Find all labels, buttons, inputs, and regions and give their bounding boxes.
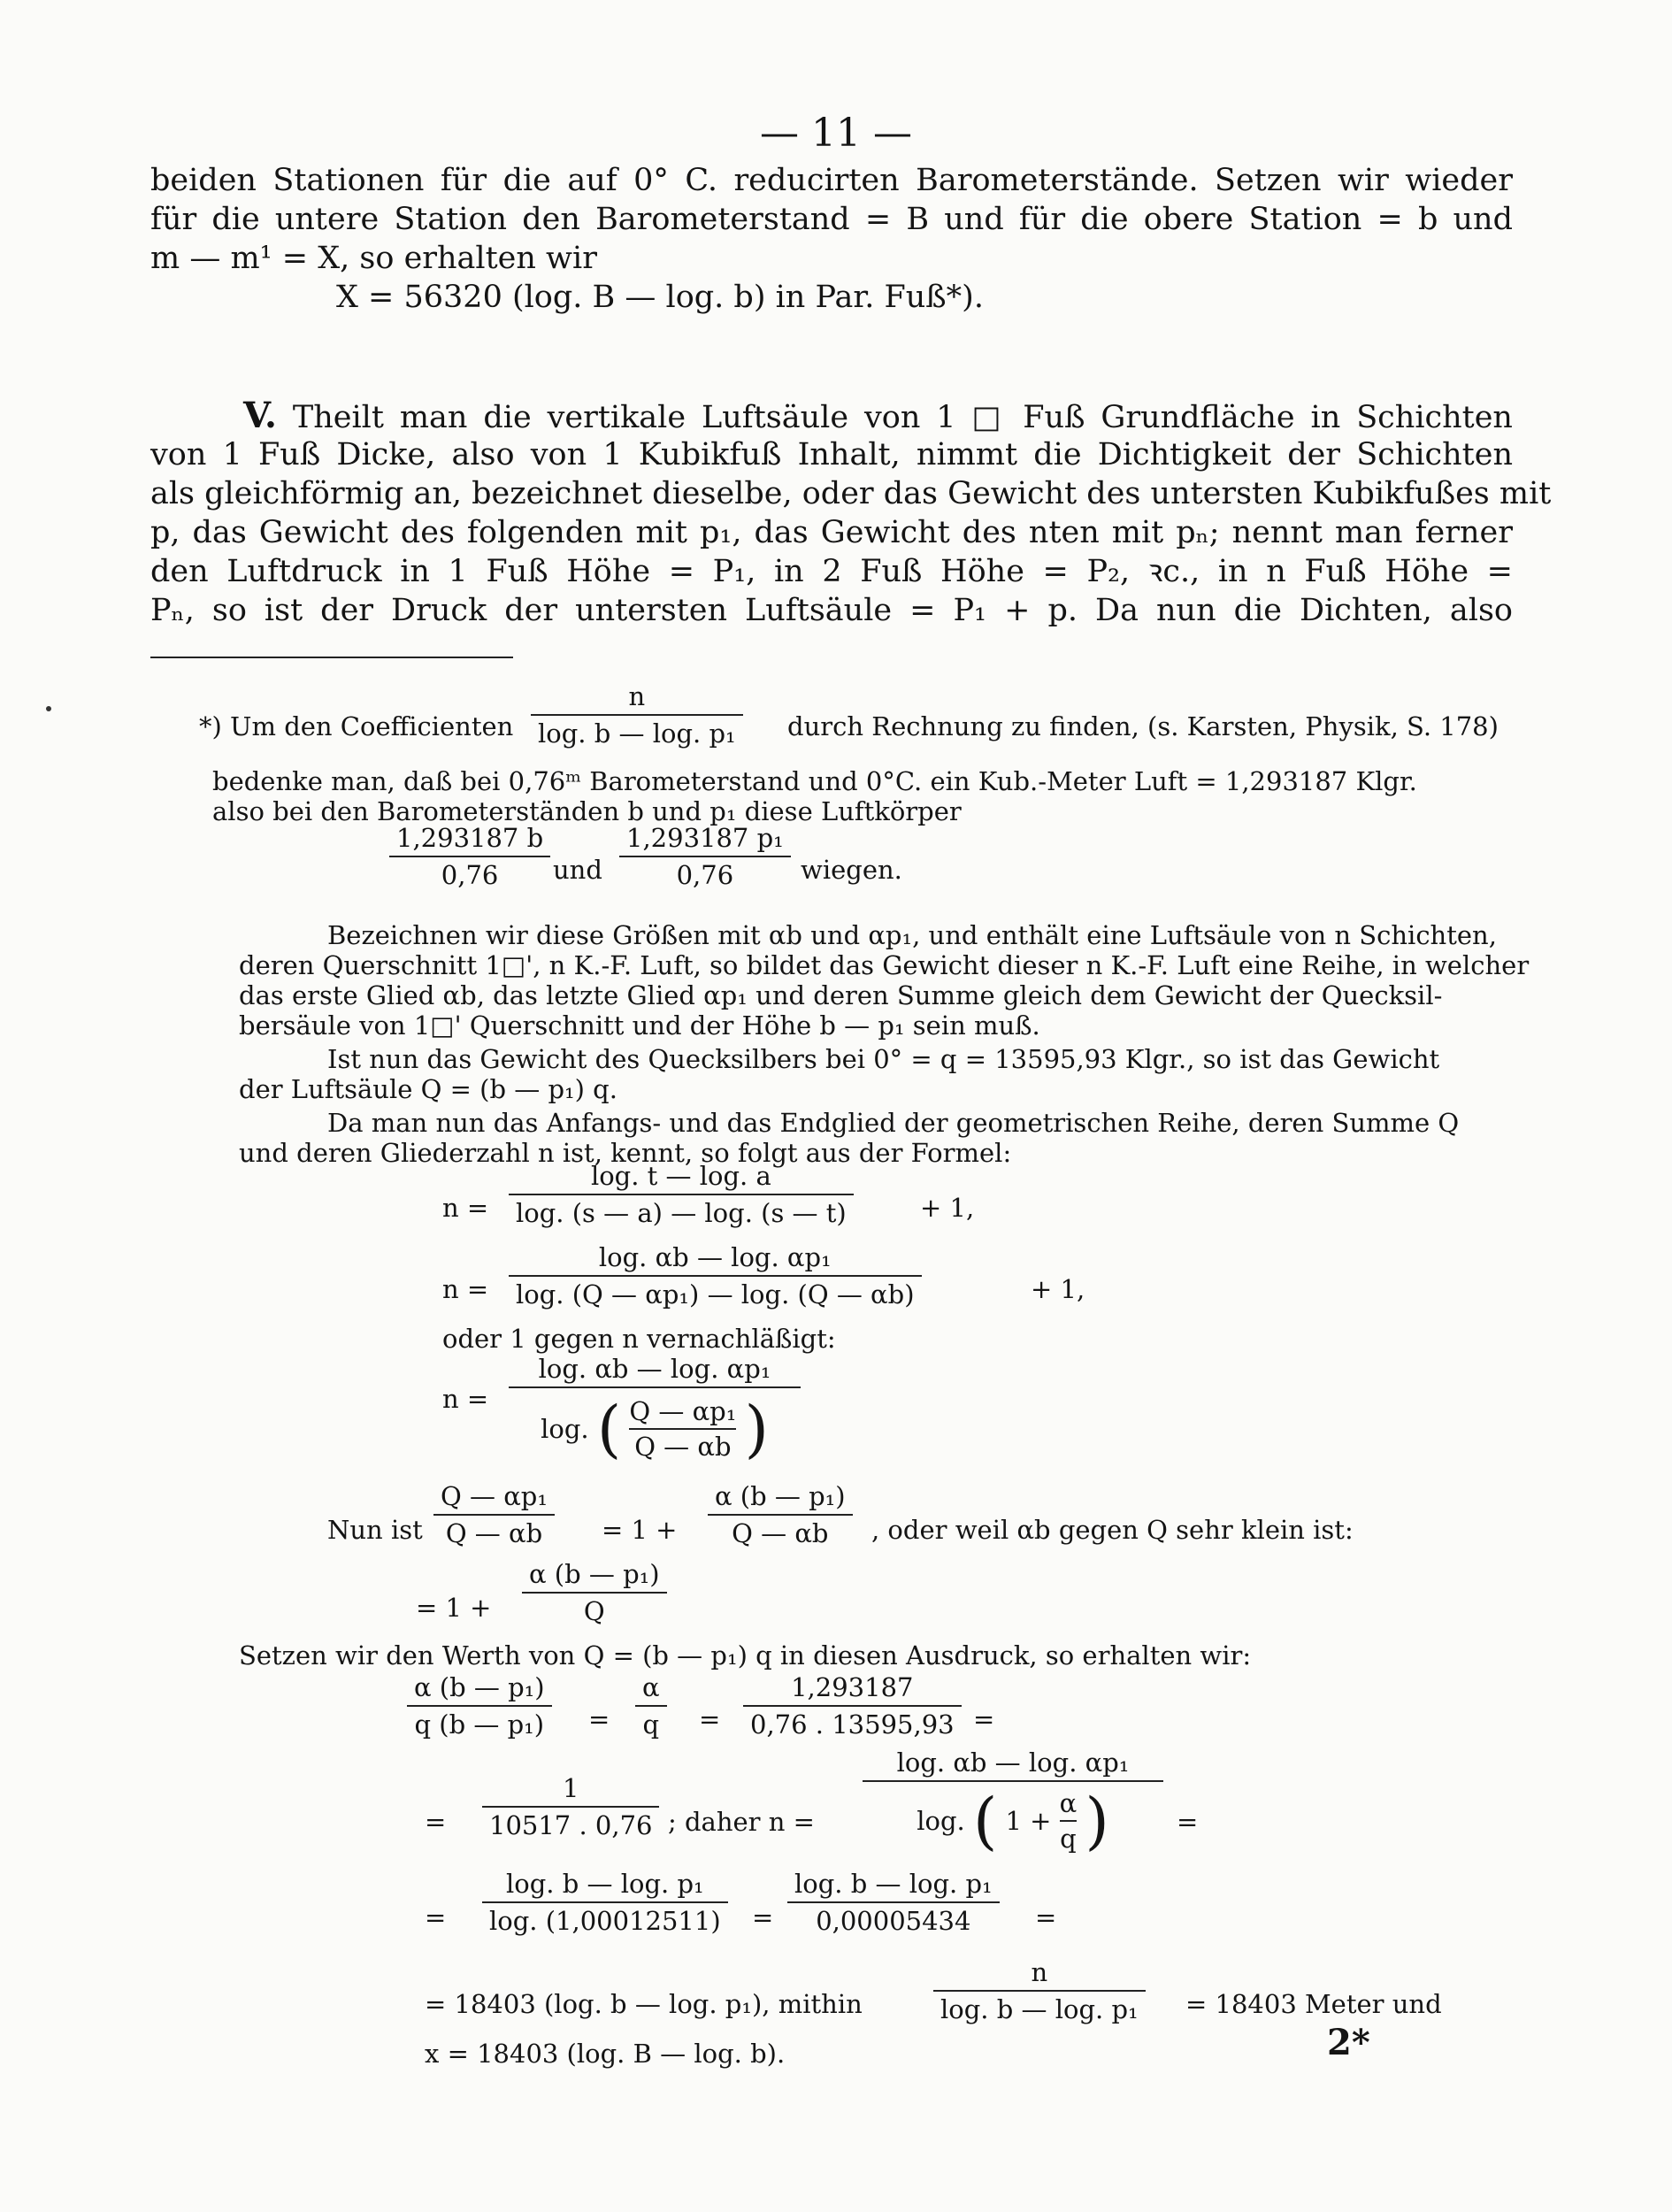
text-line: beiden Stationen für die auf 0° C. reducirten Barometerstände. Setzen wir wieder [150,163,1513,198]
denominator: log. b — log. p₁ [940,1994,1139,2024]
numerator: log. b — log. p₁ [794,1869,993,1899]
footnote-text: und deren Gliederzahl n ist, kennt, so folgt aus der Formel: [239,1138,1012,1168]
fraction-bar [509,1386,801,1388]
fraction-bar [635,1705,667,1707]
numerator: log. b — log. p₁ [505,1869,704,1899]
footnote-text: *) Um den Coefficienten [199,711,514,741]
denominator: log. b — log. p₁ [538,718,736,749]
equation-text: = [588,1704,610,1734]
text-line: m — m¹ = X, so erhalten wir [150,241,597,276]
footnote-text: Setzen wir den Werth von Q = (b — p₁) q in diesen Ausdruck, so erhalten wir: [239,1640,1252,1671]
signature-mark: 2* [1327,2022,1370,2063]
text-line: Pₙ, so ist der Druck der untersten Luftsäule = P₁ + p. Da nun die Dichten, also [150,593,1513,628]
footnote-text: oder 1 gegen n vernachläßigt: [442,1324,836,1354]
numerator: 1,293187 b [396,823,544,853]
fraction-bar [743,1705,962,1707]
equation-text: n = [442,1274,489,1304]
numerator: α [1059,1788,1078,1818]
ink-speck [46,706,51,711]
text-line: für die untere Station den Barometerstand = B und für die obere Station = b und [150,202,1513,237]
equation-text: n = [442,1193,489,1223]
denominator: 0,76 [441,860,499,890]
fraction-alpha [407,1672,552,1740]
footnote-text: das erste Glied αb, das letzte Glied αp₁ und deren Summe gleich dem Gewicht der Quecksil- [239,980,1443,1010]
fraction-bar [708,1514,853,1516]
text-line [243,396,1513,437]
equation-text: = 1 + [416,1593,492,1623]
equation-text: = 18403 (log. b — log. p₁), mithin [425,1989,863,2019]
numerator: α (b — p₁) [414,1672,545,1702]
footnote-text: Ist nun das Gewicht des Quecksilbers bei 0° = q = 13595,93 Klgr., so ist das Gewicht [327,1044,1440,1074]
equation-text: = [699,1704,721,1734]
fraction-bar [531,714,743,716]
footnote-text: also bei den Barometerständen b und p₁ diese Luftkörper [212,796,962,826]
text-span: Theilt man die vertikale Luftsäule von 1 □ Fuß Grundfläche in Schichten [292,400,1513,435]
fraction-weight-p [619,823,791,890]
footnote-text: der Luftsäule Q = (b — p₁) q. [239,1074,617,1104]
paren-right: ) [744,1393,769,1465]
denominator: 10517 . 0,76 [489,1810,653,1840]
paren-left: ( [972,1785,998,1857]
footnote-text: bedenke man, daß bei 0,76ᵐ Barometerstand und 0°C. ein Kub.-Meter Luft = 1,293187 Klgr. [212,766,1417,796]
fraction-value [743,1672,962,1740]
page-number: — 11 — [760,111,912,156]
denominator: Q — αb [445,1518,543,1548]
fraction-bar [482,1901,728,1903]
equation-text: ; daher n = [668,1807,815,1837]
equation-text: n = [442,1384,489,1414]
equation-text: = [425,1902,447,1932]
denominator: Q — αb [634,1432,732,1462]
numerator: 1,293187 [791,1672,914,1702]
log-label: log. [541,1414,589,1444]
fraction-bar [863,1780,1163,1782]
numerator: α [642,1672,660,1702]
fraction-bar [933,1990,1146,1992]
equation-text: x = 18403 (log. B — log. b). [425,2039,786,2069]
formula-line: X = 56320 (log. B — log. b) in Par. Fuß*). [336,280,984,315]
numerator: α (b — p₁) [529,1559,660,1589]
equation-text: = [973,1704,995,1734]
paren-right: ) [1085,1785,1109,1857]
equation-text: = [1035,1902,1057,1932]
numerator: n [628,681,646,711]
equation-text: Nun ist [327,1515,423,1545]
numerator: α (b — p₁) [715,1481,846,1511]
fraction-bar [787,1901,1000,1903]
numerator: log. αb — log. αp₁ [598,1242,832,1272]
fraction-coefficient [531,681,743,749]
equation-text: = [1177,1807,1199,1837]
denominator: Q [583,1596,605,1626]
fraction-bar [619,856,791,857]
fraction-general [509,1161,854,1228]
equation-text: + 1, [1031,1274,1085,1304]
footnote-text: durch Rechnung zu finden, (s. Karsten, Physik, S. 178) [787,711,1499,741]
denominator [863,1785,1163,1857]
fraction-bar [509,1194,854,1195]
denominator: 0,00005434 [816,1906,971,1936]
footnote-text: bersäule von 1□' Querschnitt und der Höhe b — p₁ sein muß. [239,1010,1040,1041]
fraction-value [482,1773,659,1840]
inner-fraction [1060,1788,1078,1854]
fraction-bar [629,1428,736,1430]
section-number: V. [243,395,277,436]
inner-fraction [629,1396,736,1462]
fraction-log [482,1869,728,1936]
numerator: 1,293187 p₁ [626,823,784,853]
denominator: q [642,1709,660,1740]
expression: 1 + [1005,1806,1052,1836]
fraction-weight-b [389,823,550,890]
fraction-bar [482,1806,659,1808]
numerator: 1 [563,1773,579,1803]
footnote-text: und [553,855,602,885]
denominator: log. (1,00012511) [489,1906,721,1936]
denominator: log. (s — a) — log. (s — t) [516,1198,847,1228]
denominator: q (b — p₁) [414,1709,545,1740]
denominator [509,1391,801,1465]
footnote-text: wiegen. [801,855,902,885]
denominator: q [1060,1824,1077,1854]
fraction-n-result [863,1747,1163,1857]
footnote-rule [150,657,513,658]
footnote-text: Bezeichnen wir diese Größen mit αb und αp₁, und enthält eine Luftsäule von n Schichten, [327,920,1497,950]
numerator: log. αb — log. αp₁ [896,1747,1130,1778]
numerator: Q — αp₁ [629,1396,737,1426]
fraction-n [509,1242,922,1310]
denominator: log. (Q — αp₁) — log. (Q — αb) [516,1279,915,1310]
equation-text: = 1 + [602,1515,678,1545]
text-line: als gleichförmig an, bezeichnet dieselbe, oder das Gewicht des untersten Kubikfußes mit [150,476,1552,511]
numerator: log. t — log. a [590,1161,771,1191]
paren-left: ( [596,1393,622,1465]
fraction-aq [635,1672,667,1740]
fraction-bar [522,1592,667,1594]
numerator: n [1031,1957,1048,1987]
denominator: Q — αb [732,1518,829,1548]
fraction-bar [407,1705,552,1707]
text-line: von 1 Fuß Dicke, also von 1 Kubikfuß Inhalt, nimmt die Dichtigkeit der Schichten [150,437,1513,472]
fraction-log [787,1869,1000,1936]
denominator: 0,76 . 13595,93 [750,1709,955,1740]
equation-text: = [752,1902,774,1932]
denominator: 0,76 [676,860,734,890]
fraction-bar [509,1275,922,1277]
fraction-coefficient [933,1957,1146,2024]
fraction-bar [433,1514,555,1516]
fraction-term [708,1481,853,1548]
log-label: log. [917,1806,965,1836]
numerator: log. αb — log. αp₁ [538,1354,771,1384]
text-line: p, das Gewicht des folgenden mit p₁, das Gewicht des nten mit pₙ; nennt man ferner [150,515,1513,550]
fraction-n-approx [509,1354,801,1465]
equation-text: = [425,1807,447,1837]
footnote-text: deren Querschnitt 1□', n K.-F. Luft, so bildet das Gewicht dieser n K.-F. Luft eine Reihe, in welcher [239,950,1530,980]
text-line: den Luftdruck in 1 Fuß Höhe = P₁, in 2 Fuß Höhe = P₂, ꝛc., in n Fuß Höhe = [150,554,1513,589]
fraction-ratio [433,1481,555,1548]
equation-text: = 18403 Meter und [1185,1989,1442,2019]
footnote-text: Da man nun das Anfangs- und das Endglied der geometrischen Reihe, deren Summe Q [327,1108,1460,1138]
numerator: Q — αp₁ [441,1481,548,1511]
fraction-bar [389,856,550,857]
fraction-bar [1060,1820,1078,1822]
equation-text: + 1, [920,1193,975,1223]
fraction-term [522,1559,667,1626]
equation-text: , oder weil αb gegen Q sehr klein ist: [871,1515,1354,1545]
